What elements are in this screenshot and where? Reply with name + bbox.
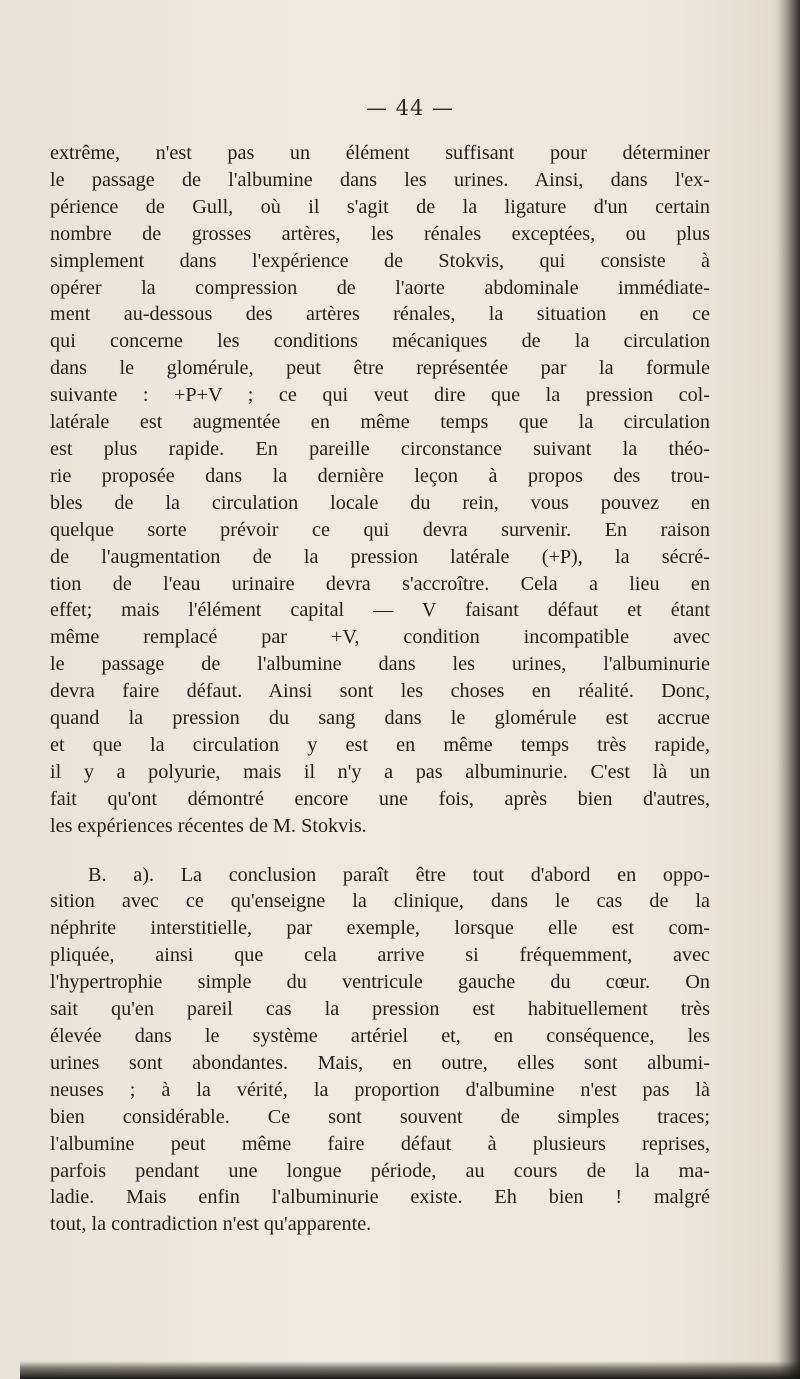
text-line: parfois pendant une longue période, au cours de la ma-	[50, 1159, 710, 1182]
text-line: tion de l'eau urinaire devra s'accroître. Cela a lieu en	[50, 572, 710, 595]
text-line: bles de la circulation locale du rein, vous pouvez en	[50, 491, 710, 514]
text-line: quand la pression du sang dans le glomérule est accrue	[50, 707, 710, 730]
text-line: nombre de grosses artères, les rénales exceptées, ou plus	[50, 222, 710, 245]
text-line: périence de Gull, où il s'agit de la ligature d'un certain	[50, 195, 710, 218]
text-line: B. a). La conclusion paraît être tout d'abord en oppo-	[88, 863, 710, 886]
text-line: suivante : +P+V ; ce qui veut dire que la pression col-	[50, 384, 710, 407]
body-text	[50, 140, 710, 1238]
text-line: devra faire défaut. Ainsi sont les choses en réalité. Donc,	[50, 680, 710, 703]
text-line: bien considérable. Ce sont souvent de simples traces;	[50, 1105, 710, 1128]
page-number: — 44 —	[365, 96, 455, 120]
paragraph-spacer	[50, 840, 710, 862]
text-line: fait qu'ont démontré encore une fois, après bien d'autres,	[50, 787, 710, 810]
text-line: même remplacé par +V, condition incompatible avec	[50, 626, 710, 649]
text-line: ladie. Mais enfin l'albuminurie existe. Eh bien ! malgré	[50, 1186, 710, 1209]
text-line: est plus rapide. En pareille circonstance suivant la théo-	[50, 437, 710, 460]
text-line: tout, la contradiction n'est qu'apparente.	[50, 1213, 372, 1236]
text-line: opérer la compression de l'aorte abdominale immédiate-	[50, 276, 710, 299]
text-line: rie proposée dans la dernière leçon à propos des trou-	[50, 464, 710, 487]
text-line: neuses ; à la vérité, la proportion d'albumine n'est pas là	[50, 1078, 710, 1101]
page-bottom-shadow	[20, 1361, 800, 1379]
text-line: le passage de l'albumine dans les urines. Ainsi, dans l'ex-	[50, 168, 710, 191]
text-line: sait qu'en pareil cas la pression est habituellement très	[50, 998, 710, 1021]
text-line: l'albumine peut même faire défaut à plusieurs reprises,	[50, 1132, 710, 1155]
text-line: l'hypertrophie simple du ventricule gauche du cœur. On	[50, 971, 710, 994]
text-line: néphrite interstitielle, par exemple, lorsque elle est com-	[50, 917, 710, 940]
text-line: extrême, n'est pas un élément suffisant pour déterminer	[50, 142, 710, 164]
paragraph-2	[50, 862, 710, 1239]
text-line: élevée dans le système artériel et, en conséquence, les	[50, 1025, 710, 1047]
text-line: effet; mais l'élément capital — V faisant défaut et étant	[50, 599, 710, 622]
text-line: pliquée, ainsi que cela arrive si fréquemment, avec	[50, 944, 710, 967]
text-line: il y a polyurie, mais il n'y a pas albuminurie. C'est là un	[50, 760, 710, 783]
text-line: dans le glomérule, peut être représentée par la formule	[50, 357, 710, 380]
text-line: et que la circulation y est en même temps très rapide,	[50, 733, 710, 756]
text-line: simplement dans l'expérience de Stokvis, qui consiste à	[50, 249, 710, 272]
text-line: latérale est augmentée en même temps que la circulation	[50, 411, 710, 434]
page-edge-shadow	[778, 0, 800, 1379]
text-line: urines sont abondantes. Mais, en outre, elles sont albumi-	[50, 1051, 710, 1074]
text-line: qui concerne les conditions mécaniques de la circulation	[50, 330, 710, 353]
text-line: quelque sorte prévoir ce qui devra survenir. En raison	[50, 518, 710, 541]
text-line: de l'augmentation de la pression latérale (+P), la sécré-	[50, 545, 710, 568]
text-line: le passage de l'albumine dans les urines, l'albuminurie	[50, 653, 710, 676]
text-line: sition avec ce qu'enseigne la clinique, dans le cas de la	[50, 890, 710, 913]
text-line: ment au-dessous des artères rénales, la situation en ce	[50, 303, 710, 326]
paragraph-1	[50, 140, 710, 840]
text-line: les expériences récentes de M. Stokvis.	[50, 814, 367, 837]
